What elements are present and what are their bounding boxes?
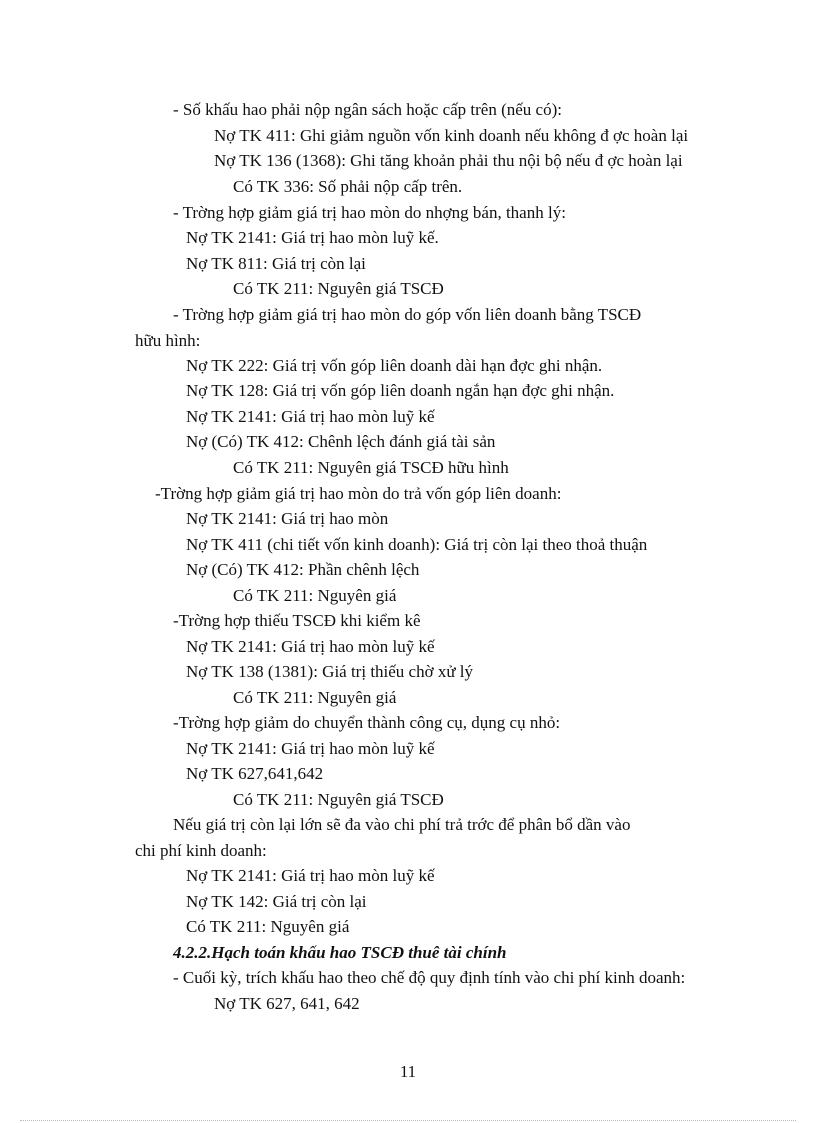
text-line: Có TK 211: Nguyên giá xyxy=(186,917,350,936)
text-line: Có TK 211: Nguyên giá TSCĐ xyxy=(233,790,444,809)
text-line: Nợ TK 411: Ghi giảm nguồn vốn kinh doanh nếu không đ ợc hoàn lại xyxy=(214,126,689,145)
text-line: Nợ TK 627,641,642 xyxy=(186,764,324,783)
text-line: Nợ TK 411 (chi tiết vốn kinh doanh): Giá trị còn lại theo thoả thuận xyxy=(186,535,648,554)
text-line: Nợ TK 2141: Giá trị hao mòn luỹ kế xyxy=(186,407,435,426)
text-line: Nợ TK 2141: Giá trị hao mòn luỹ kế. xyxy=(186,228,439,247)
text-line: Nợ TK 811: Giá trị còn lại xyxy=(186,254,366,273)
text-line: Nợ TK 627, 641, 642 xyxy=(214,994,360,1013)
page-bottom-divider xyxy=(20,1120,796,1121)
text-line: -Trờng hợp thiếu TSCĐ khi kiểm kê xyxy=(173,611,421,630)
text-line: Có TK 211: Nguyên giá TSCĐ xyxy=(233,279,444,298)
text-line: Nợ TK 2141: Giá trị hao mòn luỹ kế xyxy=(186,739,435,758)
text-line: Có TK 211: Nguyên giá TSCĐ hữu hình xyxy=(233,458,509,477)
text-line: Nợ TK 128: Giá trị vốn góp liên doanh ngắn hạn đợc ghi nhận. xyxy=(186,381,615,400)
text-line: Nợ TK 2141: Giá trị hao mòn luỹ kế xyxy=(186,637,435,656)
text-line: Nợ TK 222: Giá trị vốn góp liên doanh dài hạn đợc ghi nhận. xyxy=(186,356,603,375)
text-line: Nợ (Có) TK 412: Phần chênh lệch xyxy=(186,560,420,579)
text-line: Có TK 336: Số phải nộp cấp trên. xyxy=(233,177,463,196)
text-line: - Cuối kỳ, trích khấu hao theo chế độ quy định tính vào chi phí kinh doanh: xyxy=(173,968,686,987)
text-line: -Trờng hợp giảm do chuyển thành công cụ, dụng cụ nhỏ: xyxy=(173,713,561,732)
text-line: Nợ TK 2141: Giá trị hao mòn luỹ kế xyxy=(186,866,435,885)
text-line: Nếu giá trị còn lại lớn sẽ đa vào chi phí trả trớc để phân bổ dần vào xyxy=(173,815,631,834)
text-line: hữu hình: xyxy=(135,331,201,350)
section-heading: 4.2.2.Hạch toán khấu hao TSCĐ thuê tài chính xyxy=(173,943,507,962)
text-line: Nợ TK 138 (1381): Giá trị thiếu chờ xử lý xyxy=(186,662,474,681)
text-line: - Trờng hợp giảm giá trị hao mòn do nhợng bán, thanh lý: xyxy=(173,203,566,222)
text-line: Có TK 211: Nguyên giá xyxy=(233,586,397,605)
text-line: Nợ TK 142: Giá trị còn lại xyxy=(186,892,367,911)
text-line: - Trờng hợp giảm giá trị hao mòn do góp vốn liên doanh bằng TSCĐ xyxy=(173,305,642,324)
text-line: Nợ (Có) TK 412: Chênh lệch đánh giá tài sản xyxy=(186,432,496,451)
text-line: Nợ TK 136 (1368): Ghi tăng khoản phải thu nội bộ nếu đ ợc hoàn lại xyxy=(214,151,683,170)
text-line: chi phí kinh doanh: xyxy=(135,841,267,860)
text-line: Nợ TK 2141: Giá trị hao mòn xyxy=(186,509,389,528)
page-number: 11 xyxy=(399,1062,417,1081)
text-line: -Trờng hợp giảm giá trị hao mòn do trả vốn góp liên doanh: xyxy=(155,484,562,503)
text-line: Có TK 211: Nguyên giá xyxy=(233,688,397,707)
text-line: - Số khấu hao phải nộp ngân sách hoặc cấp trên (nếu có): xyxy=(173,100,562,119)
